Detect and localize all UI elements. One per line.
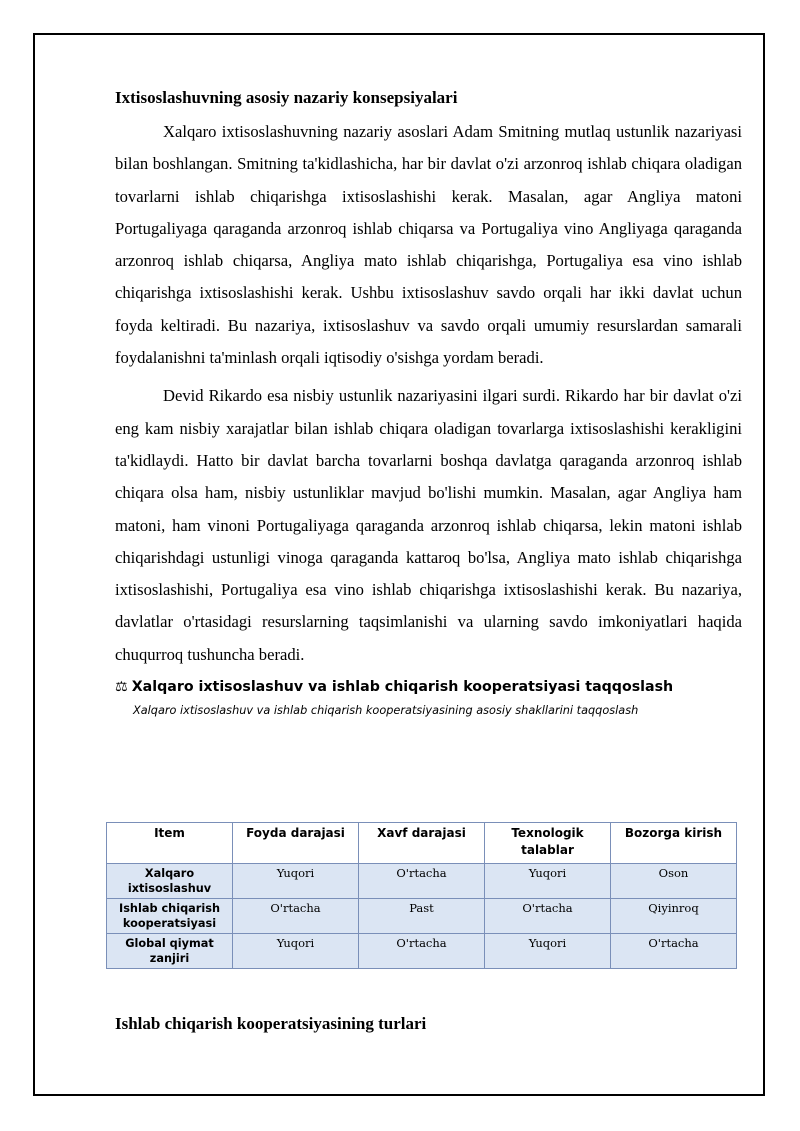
table-cell: O'rtacha [611,934,737,969]
section-title: Ixtisoslashuvning asosiy nazariy konsepsiyalari [115,88,458,107]
table-cell: O'rtacha [359,934,485,969]
table-cell: Yuqori [485,864,611,899]
table-cell: Qiyinroq [611,899,737,934]
table-cell: Yuqori [233,934,359,969]
comparison-table [106,822,737,969]
column-header: Xavf darajasi [359,823,485,864]
column-header: Texnologik talablar [485,823,611,864]
paragraph-smith: Xalqaro ixtisoslashuvning nazariy asoslari Adam Smitning mutlaq ustunlik nazariyasi bilan boshlangan. Smitning ta'kidlashicha, har bir davlat o'zi arzonroq ishlab chiqara oladigan tovarlarni ishlab chiqarishga ixtisoslashishi kerak. Masalan, agar Angliya matoni Portugaliyaga qaraganda arzonroq ishlab chiqarsa va Portugaliya vino Angliyaga qaraganda arzonroq ishlab chiqarsa, Angliya mato ishlab chiqarishga, Portugaliya esa vino ishlab chiqarishga ixtisoslashishi kerak. Ushbu ixtisoslashuv savdo orqali har ikki davlat uchun foyda keltiradi. Bu nazariya, ixtisoslashuv va savdo orqali umumiy resurslardan samarali foydalanishni ta'minlash orqali iqtisodiy o'sishga yordam beradi. [115,122,742,368]
table-cell: O'rtacha [233,899,359,934]
paragraph-ricardo: Devid Rikardo esa nisbiy ustunlik nazariyasini ilgari surdi. Rikardo har bir davlat o'zi eng kam nisbiy xarajatlar bilan ishlab chiqara oladigan tovarlarga ixtisoslashishi kerakligini ta'kidlaydi. Hatto bir davlat barcha tovarlarni boshqa davlatga qaraganda arzonroq ishlab chiqara olsa ham, nisbiy ustunliklar mavjud bo'lishi mumkin. Masalan, agar Angliya ham matoni, ham vinoni Portugaliyaga qaraganda arzonroq ishlab chiqarsa, lekin matoni ishlab chiqarishdagi ustunligi vinoga qaraganda kattaroq bo'lsa, Angliya mato ishlab chiqarishga ixtisoslashishi, Portugaliya esa vino ishlab chiqarishga ixtisoslashishi kerak. Bu nazariya, davlatlar o'rtasidagi resurslarning taqsimlanishi va ularning savdo imkoniyatlari haqida chuqurroq tushuncha beradi. [115,386,742,664]
next-section-title: Ishlab chiqarish kooperatsiyasining turlari [115,1014,427,1033]
column-header: Bozorga kirish [611,823,737,864]
table-heading-text: Xalqaro ixtisoslashuv va ishlab chiqarish kooperatsiyasi taqqoslash [131,679,674,696]
row-label: Xalqaro ixtisoslashuv [107,864,233,899]
row-label: Global qiymat zanjiri [107,934,233,969]
table-cell: O'rtacha [485,899,611,934]
table-header-row [107,823,737,864]
column-header: Item [107,823,233,864]
document-body [115,86,742,719]
table-heading [115,677,742,697]
table-cell: Yuqori [233,864,359,899]
scales-icon: ⚖ [115,679,128,696]
table-cell: Oson [611,864,737,899]
table-cell: Past [359,899,485,934]
table-cell: Yuqori [485,934,611,969]
table-caption: Xalqaro ixtisoslashuv va ishlab chiqarish kooperatsiyasining asosiy shakllarini taqqoslash [133,704,639,718]
row-label: Ishlab chiqarish kooperatsiyasi [107,899,233,934]
table-row [107,864,737,899]
table-row [107,899,737,934]
table-row [107,934,737,969]
column-header: Foyda darajasi [233,823,359,864]
table-cell: O'rtacha [359,864,485,899]
